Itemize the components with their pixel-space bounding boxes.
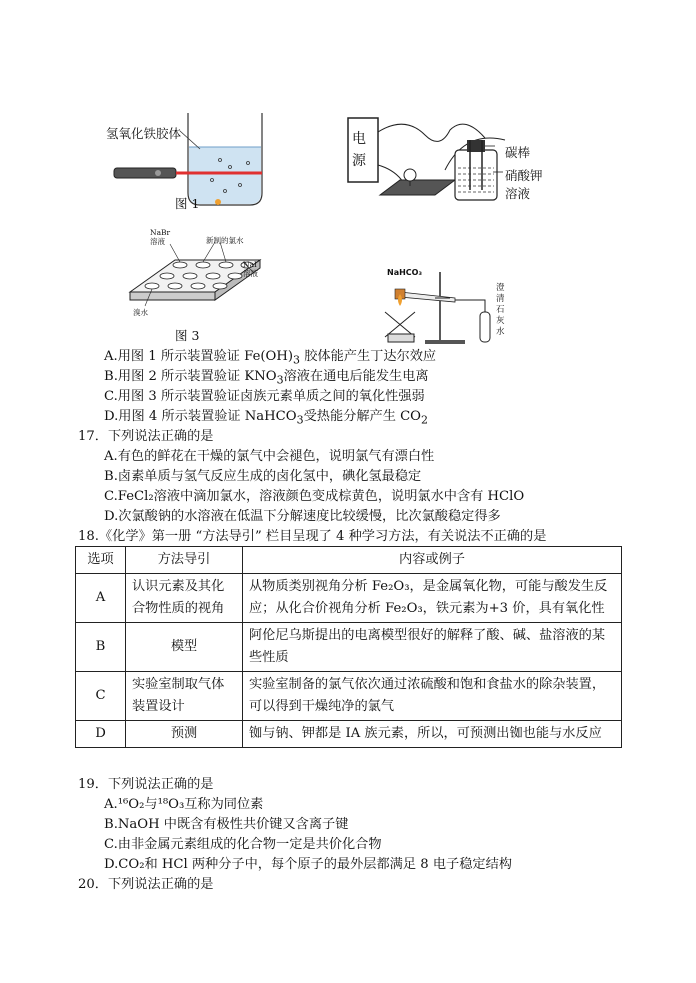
fig3-nai-1: NaI [243,260,257,269]
fig1-label: 图 1 [175,196,200,211]
table-header-row [76,547,622,574]
q16-option-c: C.用图 3 所示装置验证卤族元素单质之间的氧化性强弱 [104,389,425,404]
fig1-annotation: 氢氧化铁胶体 [106,126,182,141]
fig3-nabr-1: NaBr [150,228,171,237]
fig3-bromine-water: 溴水 [133,308,148,317]
q17-option-c: C.FeCl₂溶液中滴加氯水，溶液颜色变成棕黄色，说明氯水中含有 HClO [104,489,525,504]
table-row [76,672,622,721]
q19-option-a: A.¹⁶O₂与¹⁸O₃互称为同位素 [104,797,264,812]
q17-option-d: D.次氯酸钠的水溶液在低温下分解速度比较缓慢，比次氯酸稳定得多 [104,509,501,524]
row-d-method: 预测 [126,721,243,748]
q18-stem: 18.《化学》第一册 “方法导引” 栏目呈现了 4 种学习方法，有关说法不正确的是 [78,529,547,544]
table-header-content: 内容或例子 [243,547,622,574]
q19-option-b: B.NaOH 中既含有极性共价键又含离子键 [104,817,349,832]
q17-stem: 17．下列说法正确的是 [78,429,214,444]
row-c-method: 实验室制取气体装置设计 [126,672,243,721]
row-a-option: A [76,574,126,623]
table-row [76,721,622,748]
row-b-content: 阿伦尼乌斯提出的电离模型很好的解释了酸、碱、盐溶液的某些性质 [243,623,622,672]
fig3-nai-2: 溶液 [243,269,258,278]
q18-table [75,546,622,748]
fig2-electrode-label: 碳棒 [505,145,531,160]
row-b-option: B [76,623,126,672]
q19-option-d: D.CO₂和 HCl 两种分子中，每个原子的最外层都满足 8 电子稳定结构 [104,857,512,872]
row-d-option: D [76,721,126,748]
table-row [76,623,622,672]
q16-option-a: A.用图 1 所示装置验证 $Fe(OH)_3$ 胶体能产生丁达尔效应 [104,349,437,367]
q19-option-c: C.由非金属元素组成的化合物一定是共价化合物 [104,837,382,852]
q17-option-a: A.有色的鲜花在干燥的氯气中会褪色，说明氯气有漂白性 [104,449,435,464]
row-d-content: 铷与钠、钾都是 IA 族元素，所以，可预测出铷也能与水反应 [243,721,622,748]
fig3-chlorine-water: 新制的氯水 [206,236,244,245]
fig2-power-label: 电源 [352,131,366,169]
table-row [76,574,622,623]
fig3-label: 图 3 [175,328,200,343]
q20-stem: 20．下列说法正确的是 [78,877,214,892]
fig2-solution-label-2: 溶液 [505,186,531,201]
q16-option-b: B.用图 2 所示装置验证 $KNO_3$溶液在通电后能发生电离 [104,369,429,387]
row-a-method: 认识元素及其化合物性质的视角 [126,574,243,623]
table-header-method: 方法导引 [126,547,243,574]
fig3-nabr-2: 溶液 [150,237,165,246]
q19-stem: 19．下列说法正确的是 [78,777,214,792]
row-b-method: 模型 [126,623,243,672]
fig2-solution-label-1: 硝酸钾 [505,168,543,183]
row-c-content: 实验室制备的氯气依次通过浓硫酸和饱和食盐水的除杂装置，可以得到干燥纯净的氯气 [243,672,622,721]
row-a-content: 从物质类别视角分析 Fe₂O₃，是金属氧化物，可能与酸发生反应；从化合价视角分析 Fe₂O₃，铁元素为+3 价，具有氧化性 [243,574,622,623]
fig4-limewater: 澄清石灰水 [496,283,505,337]
row-c-option: C [76,672,126,721]
q16-option-d: D.用图 4 所示装置验证 NaHCO$_3$受热能分解产生 $CO_2$ [104,409,428,427]
table-header-option: 选项 [76,547,126,574]
fig4-reagent: NaHCO₃ [387,268,422,277]
q17-option-b: B.卤素单质与氢气反应生成的卤化氢中，碘化氢最稳定 [104,469,422,484]
